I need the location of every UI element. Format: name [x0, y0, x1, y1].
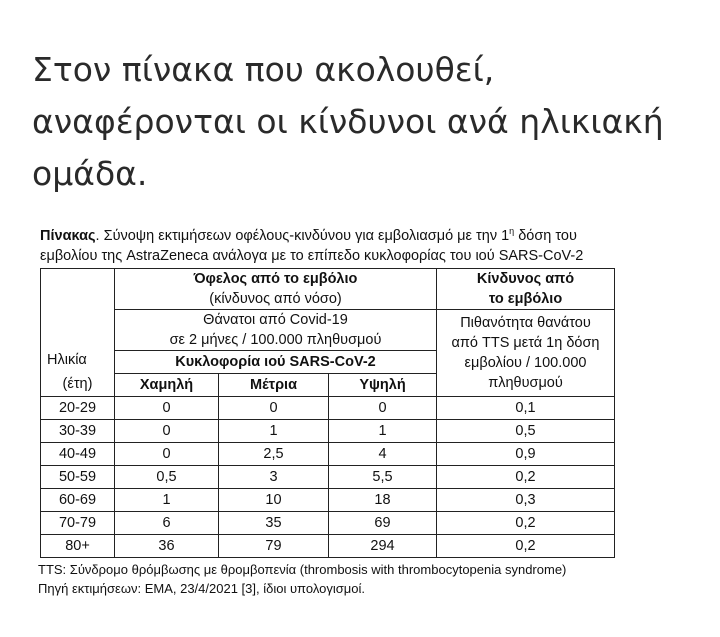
high-cell: 5,5 — [329, 466, 437, 489]
low-cell: 0 — [115, 397, 219, 420]
medium-cell: 10 — [219, 489, 329, 512]
low-cell: 36 — [115, 535, 219, 558]
high-cell: 18 — [329, 489, 437, 512]
age-header — [41, 351, 115, 397]
high-cell: 0 — [329, 397, 437, 420]
intro-line-3: ομάδα. — [32, 154, 148, 193]
age-cell: 80+ — [41, 535, 115, 558]
high-header: Υψηλή — [329, 374, 437, 397]
header-row-1 — [41, 269, 615, 310]
intro-line-2: αναφέρονται οι κίνδυνοι ανά ηλικιακή — [32, 102, 664, 141]
table-row — [41, 535, 615, 558]
high-cell: 1 — [329, 420, 437, 443]
footnote-source: Πηγή εκτιμήσεων: EMA, 23/4/2021 [3], ίδιοι υπολογισμοί. — [38, 581, 365, 596]
deaths-line-2: σε 2 μήνες / 100.000 πληθυσμού — [169, 332, 382, 348]
benefit-subtitle: (κίνδυνος από νόσο) — [209, 291, 342, 307]
table-row — [41, 397, 615, 420]
risk-desc-3: εμβολίου / 100.000 — [464, 355, 587, 371]
footnotes — [38, 560, 696, 598]
risk-desc-4: πληθυσμού — [488, 375, 563, 391]
age-cell: 20-29 — [41, 397, 115, 420]
vaccine-risk-header — [437, 269, 615, 310]
circulation-header: Κυκλοφορία ιού SARS-CoV-2 — [115, 351, 437, 374]
deaths-line-1: Θάνατοι από Covid-19 — [203, 312, 348, 328]
age-cell: 50-59 — [41, 466, 115, 489]
low-cell: 0 — [115, 420, 219, 443]
risk-cell: 0,1 — [437, 397, 615, 420]
age-cell: 30-39 — [41, 420, 115, 443]
footnote-tts: TTS: Σύνδρομο θρόμβωσης με θρομβοπενία (thrombosis with thrombocytopenia syndrome) — [38, 562, 567, 577]
risk-cell: 0,9 — [437, 443, 615, 466]
low-cell: 0 — [115, 443, 219, 466]
low-header: Χαμηλή — [115, 374, 219, 397]
risk-cell: 0,2 — [437, 512, 615, 535]
risk-desc-1: Πιθανότητα θανάτου — [460, 315, 591, 331]
medium-header: Μέτρια — [219, 374, 329, 397]
header-row-2 — [41, 310, 615, 351]
low-cell: 6 — [115, 512, 219, 535]
deaths-header — [115, 310, 437, 351]
caption-line-2: εμβολίου της AstraZeneca ανάλογα με το επίπεδο κυκλοφορίας του ιού SARS-CoV-2 — [40, 248, 584, 264]
age-cell: 60-69 — [41, 489, 115, 512]
high-cell: 69 — [329, 512, 437, 535]
risk-table — [40, 268, 615, 558]
risk-cell: 0,5 — [437, 420, 615, 443]
benefit-title: Όφελος από το εμβόλιο — [193, 271, 358, 287]
vaccine-risk-title-1: Κίνδυνος από — [476, 271, 575, 287]
risk-description — [437, 310, 615, 397]
risk-cell: 0,3 — [437, 489, 615, 512]
medium-cell: 35 — [219, 512, 329, 535]
table-caption — [40, 226, 696, 266]
risk-cell: 0,2 — [437, 466, 615, 489]
high-cell: 4 — [329, 443, 437, 466]
benefit-header — [115, 269, 437, 310]
table-row — [41, 512, 615, 535]
caption-line-1-end: δόση του — [514, 228, 577, 244]
risk-cell: 0,2 — [437, 535, 615, 558]
medium-cell: 2,5 — [219, 443, 329, 466]
low-cell: 0,5 — [115, 466, 219, 489]
table-document — [36, 226, 696, 598]
medium-cell: 3 — [219, 466, 329, 489]
intro-line-1: Στον πίνακα που ακολουθεί, — [32, 50, 495, 89]
table-row — [41, 443, 615, 466]
table-row — [41, 489, 615, 512]
table-row — [41, 466, 615, 489]
age-label: Ηλικία — [47, 351, 87, 368]
caption-line-1: . Σύνοψη εκτιμήσεων οφέλους-κινδύνου για εμβολιασμό με την 1 — [95, 228, 510, 244]
caption-sup: η — [509, 226, 515, 237]
table-row — [41, 420, 615, 443]
intro-text — [32, 44, 692, 200]
age-cell: 70-79 — [41, 512, 115, 535]
low-cell: 1 — [115, 489, 219, 512]
medium-cell: 1 — [219, 420, 329, 443]
age-unit: (έτη) — [62, 375, 93, 392]
vaccine-risk-title-2: το εμβόλιο — [488, 291, 563, 307]
caption-label: Πίνακας — [40, 228, 96, 244]
age-cell: 40-49 — [41, 443, 115, 466]
medium-cell: 0 — [219, 397, 329, 420]
medium-cell: 79 — [219, 535, 329, 558]
high-cell: 294 — [329, 535, 437, 558]
risk-desc-2: από TTS μετά 1η δόση — [451, 335, 600, 351]
